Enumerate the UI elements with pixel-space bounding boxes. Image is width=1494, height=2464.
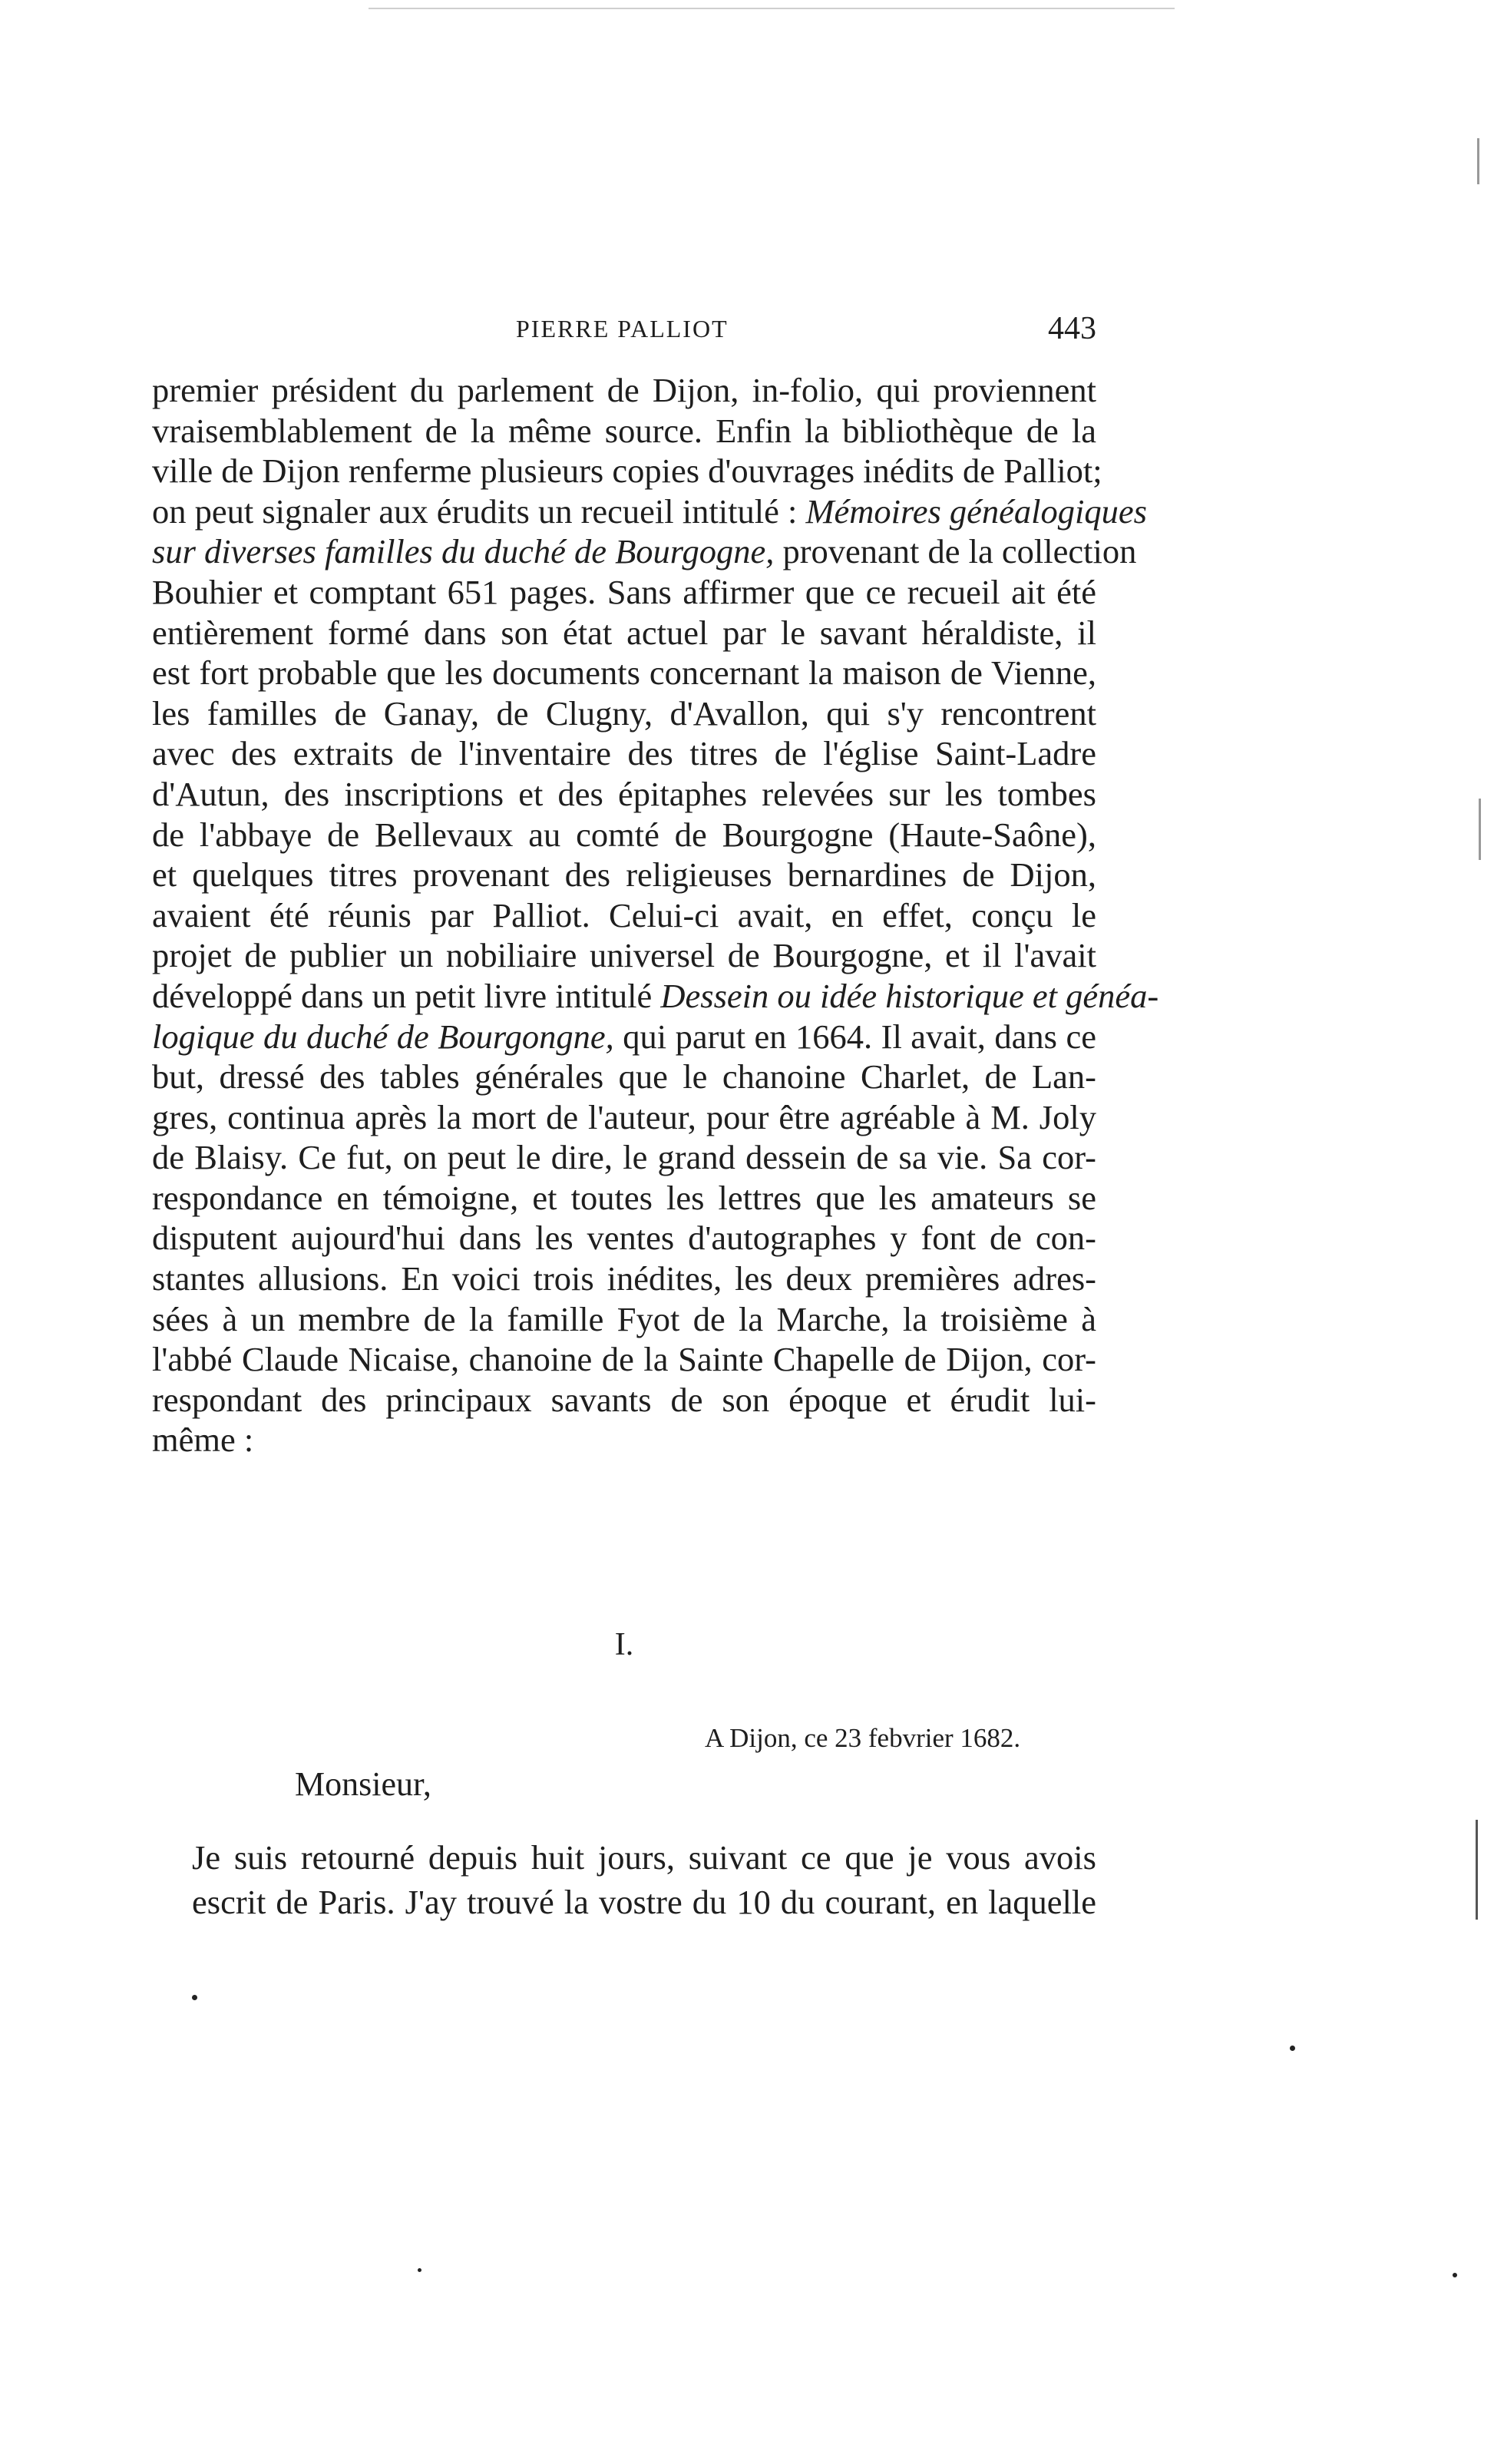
text-line: l'abbé Claude Nicaise, chanoine de la Sainte Chapelle de Dijon, cor- xyxy=(152,1340,1096,1379)
text-line xyxy=(152,491,1147,532)
text-line: gres, continua après la mort de l'auteur, pour être agréable à M. Joly xyxy=(152,1097,1096,1136)
letter-number: I. xyxy=(614,1627,634,1662)
text-segment: développé dans un petit livre intitulé xyxy=(152,976,661,1015)
text-line: Je suis retourné depuis huit jours, suivant ce que je vous avois xyxy=(192,1838,1096,1877)
text-line: vraisemblablement de la même source. Enfin la bibliothèque de la xyxy=(152,411,1096,450)
scan-edge-mark xyxy=(1477,138,1479,184)
text-line: escrit de Paris. J'ay trouvé la vostre du 10 du courant, en laquelle xyxy=(192,1883,1096,1921)
text-segment: on peut signaler aux érudits un recueil intitulé : xyxy=(152,491,806,531)
running-title: PIERRE PALLIOT xyxy=(516,315,729,342)
text-line: sées à un membre de la famille Fyot de la Marche, la troisième à xyxy=(152,1299,1096,1338)
text-segment: provenant de la collection xyxy=(774,532,1137,571)
text-line: entièrement formé dans son état actuel par le savant héraldiste, il xyxy=(152,613,1096,652)
italic-title: Mémoires généalogiques xyxy=(805,491,1147,531)
text-line: est fort probable que les documents concernant la maison de Vienne, xyxy=(152,653,1096,693)
scan-speck xyxy=(418,2268,421,2272)
scan-speck xyxy=(192,1995,197,2000)
text-line xyxy=(152,1017,1096,1057)
text-line xyxy=(152,531,1137,572)
text-line: d'Autun, des inscriptions et des épitaphes relevées sur les tombes xyxy=(152,774,1096,813)
letter-paragraph xyxy=(192,1835,1096,1924)
text-line: disputent aujourd'hui dans les ventes d'autographes y font de con- xyxy=(152,1219,1096,1258)
scan-edge-mark xyxy=(1476,1820,1478,1920)
text-line: et quelques titres provenant des religieuses bernardines de Dijon, xyxy=(152,855,1096,895)
text-line: but, dressé des tables générales que le chanoine Charlet, de Lan- xyxy=(152,1057,1096,1096)
text-line: respondant des principaux savants de son époque et érudit lui- xyxy=(152,1380,1096,1419)
page-header xyxy=(152,311,1096,361)
letter-dateline: A Dijon, ce 23 febvrier 1682. xyxy=(705,1723,1021,1753)
text-line: avaient été réunis par Palliot. Celui-ci avait, en effet, conçu le xyxy=(152,895,1096,934)
text-line: stantes allusions. En voici trois inédites, les deux premières adres- xyxy=(152,1259,1096,1298)
text-segment: qui parut en 1664. Il avait, dans ce xyxy=(613,1017,1096,1056)
text-line: les familles de Ganay, de Clugny, d'Avallon, qui s'y rencontrent xyxy=(152,693,1096,733)
page-number: 443 xyxy=(1048,311,1096,346)
italic-title: logique du duché de Bourgongne, xyxy=(152,1017,614,1056)
text-line: ville de Dijon renferme plusieurs copies d'ouvrages inédits de Palliot; xyxy=(152,451,1102,491)
scan-speck xyxy=(1453,2273,1457,2277)
scan-edge-mark xyxy=(1479,799,1481,860)
text-line: de Blaisy. Ce fut, on peut le dire, le grand dessein de sa vie. Sa cor- xyxy=(152,1138,1096,1177)
text-line xyxy=(152,976,1159,1017)
text-line: même : xyxy=(152,1421,254,1460)
text-line: avec des extraits de l'inventaire des titres de l'église Saint-Ladre xyxy=(152,734,1096,773)
scan-edge-line xyxy=(369,8,1175,9)
scan-speck xyxy=(1290,2046,1295,2051)
text-line: respondance en témoigne, et toutes les lettres que les amateurs se xyxy=(152,1178,1096,1217)
italic-title: sur diverses familles du duché de Bourgogne, xyxy=(152,532,775,571)
body-paragraph xyxy=(152,370,1159,1460)
text-line: de l'abbaye de Bellevaux au comté de Bourgogne (Haute-Saône), xyxy=(152,815,1096,854)
text-line: Bouhier et comptant 651 pages. Sans affirmer que ce recueil ait été xyxy=(152,572,1096,611)
italic-title: Dessein ou idée historique et généa- xyxy=(660,976,1159,1015)
letter-salutation: Monsieur, xyxy=(295,1765,431,1803)
text-line: premier président du parlement de Dijon, in-folio, qui proviennent xyxy=(152,371,1096,409)
text-line: projet de publier un nobiliaire universel de Bourgogne, et il l'avait xyxy=(152,936,1096,975)
